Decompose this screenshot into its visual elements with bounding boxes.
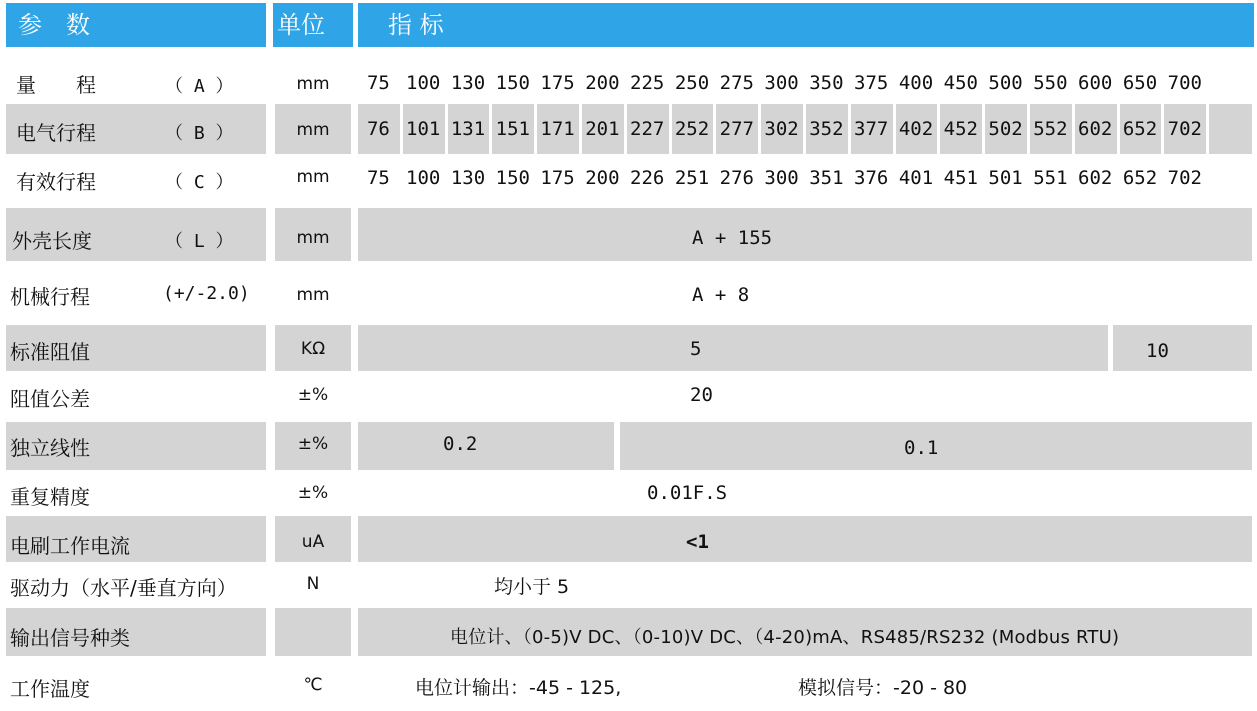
shell-unit: mm xyxy=(296,228,330,248)
lin-value1: 0.2 xyxy=(443,433,478,455)
elec-cell-bg-tail xyxy=(1209,104,1252,154)
eff-sub: （ C ） xyxy=(165,172,234,193)
brush-label: 电刷工作电流 xyxy=(10,534,130,558)
eff-value: 100 xyxy=(406,167,441,189)
eff-value: 501 xyxy=(988,167,1023,189)
elec-value: 171 xyxy=(540,118,575,140)
elec-value: 602 xyxy=(1078,118,1113,140)
range-value: 375 xyxy=(854,72,889,94)
range-value: 450 xyxy=(943,72,978,94)
elec-sub: （ B ） xyxy=(165,123,234,144)
mech-label: 机械行程 xyxy=(10,285,90,309)
elec-value: 252 xyxy=(674,118,710,140)
elec-value: 452 xyxy=(943,118,978,140)
temp-value1: 电位计输出：-45 - 125, xyxy=(415,677,622,699)
temp-unit: ℃ xyxy=(303,675,323,695)
range-value: 400 xyxy=(898,72,934,94)
range-value: 175 xyxy=(540,72,575,94)
resist-value2: 10 xyxy=(1146,340,1169,362)
band-resist-spec2 xyxy=(1113,325,1252,371)
eff-value: 652 xyxy=(1122,167,1158,189)
elec-value: 502 xyxy=(988,118,1023,140)
range-value: 650 xyxy=(1122,72,1158,94)
eff-value: 351 xyxy=(809,167,844,189)
header-unit-label: 单位 xyxy=(277,11,325,39)
force-unit: N xyxy=(306,574,320,594)
range-value: 350 xyxy=(809,72,844,94)
elec-value: 402 xyxy=(898,118,934,140)
brush-value: <1 xyxy=(686,531,709,553)
eff-value: 702 xyxy=(1167,167,1202,189)
elec-value: 76 xyxy=(366,118,390,140)
band-resist-spec1 xyxy=(358,325,1108,371)
header-param-label: 参 数 xyxy=(18,11,90,39)
shell-value: A + 155 xyxy=(692,227,773,249)
shell-sub: （ L ） xyxy=(165,231,234,252)
resist-label: 标准阻值 xyxy=(10,340,90,364)
elec-value: 201 xyxy=(585,118,620,140)
header-param xyxy=(6,3,266,47)
eff-value: 300 xyxy=(764,167,799,189)
elec-value: 131 xyxy=(450,118,486,140)
eff-value: 401 xyxy=(898,167,934,189)
eff-value: 175 xyxy=(540,167,575,189)
brush-unit: uA xyxy=(301,532,325,552)
range-value: 700 xyxy=(1167,72,1202,94)
eff-label: 有效行程 xyxy=(16,170,96,194)
band-brush-spec xyxy=(358,516,1252,562)
range-value: 250 xyxy=(674,72,710,94)
range-value: 130 xyxy=(450,72,486,94)
output-value: 电位计、（0-5)V DC、（0-10)V DC、（4-20)mA、RS485/RS232 (Modbus RTU) xyxy=(450,627,1120,648)
range-value: 100 xyxy=(406,72,441,94)
header-spec-label: 指 标 xyxy=(388,11,444,39)
output-label: 输出信号种类 xyxy=(10,626,130,650)
band-output-unit xyxy=(275,608,351,656)
eff-value: 226 xyxy=(630,167,665,189)
elec-value: 652 xyxy=(1122,118,1158,140)
lin-unit: ±% xyxy=(297,434,329,454)
eff-value: 376 xyxy=(854,167,889,189)
elec-value: 227 xyxy=(630,118,665,140)
resist-unit: KΩ xyxy=(300,339,326,359)
elec-value: 277 xyxy=(719,118,754,140)
elec-unit: mm xyxy=(296,120,330,140)
shell-label: 外壳长度 xyxy=(12,229,92,253)
elec-value: 552 xyxy=(1033,118,1068,140)
eff-value: 551 xyxy=(1033,167,1068,189)
band-shell-spec xyxy=(358,208,1252,261)
tol-value: 20 xyxy=(690,384,713,406)
range-value: 225 xyxy=(630,72,665,94)
elec-value: 302 xyxy=(764,118,799,140)
range-value: 300 xyxy=(764,72,799,94)
eff-value: 130 xyxy=(450,167,486,189)
eff-value: 251 xyxy=(674,167,710,189)
mech-sub: (+/-2.0) xyxy=(163,283,250,304)
mech-unit: mm xyxy=(296,285,330,305)
elec-label: 电气行程 xyxy=(16,121,96,145)
temp-label: 工作温度 xyxy=(10,677,90,701)
eff-value: 200 xyxy=(585,167,620,189)
range-label: 量 程 xyxy=(16,73,96,97)
repeat-value: 0.01F.S xyxy=(647,482,728,504)
repeat-label: 重复精度 xyxy=(10,485,90,509)
eff-value: 75 xyxy=(366,167,390,189)
band-lin-spec1 xyxy=(358,422,614,470)
elec-value: 377 xyxy=(854,118,889,140)
eff-unit: mm xyxy=(296,167,330,187)
range-value: 600 xyxy=(1078,72,1113,94)
elec-value: 352 xyxy=(809,118,844,140)
elec-value: 101 xyxy=(406,118,441,140)
temp-value2: 模拟信号：-20 - 80 xyxy=(798,677,968,699)
range-unit: mm xyxy=(296,74,330,94)
range-value: 200 xyxy=(585,72,620,94)
eff-value: 602 xyxy=(1078,167,1113,189)
range-sub: （ A ） xyxy=(165,76,234,97)
range-value: 500 xyxy=(988,72,1023,94)
range-value: 550 xyxy=(1033,72,1068,94)
eff-value: 150 xyxy=(495,167,530,189)
header-unit xyxy=(273,3,353,47)
range-value: 150 xyxy=(495,72,530,94)
lin-value2: 0.1 xyxy=(904,437,939,459)
mech-value: A + 8 xyxy=(692,284,750,306)
range-value: 275 xyxy=(719,72,754,94)
eff-value: 276 xyxy=(719,167,754,189)
force-label: 驱动力（水平/垂直方向） xyxy=(10,576,237,600)
elec-value: 151 xyxy=(495,118,530,140)
range-value: 75 xyxy=(366,72,390,94)
elec-value: 702 xyxy=(1167,118,1202,140)
tol-label: 阻值公差 xyxy=(10,387,90,411)
repeat-unit: ±% xyxy=(297,483,329,503)
resist-value1: 5 xyxy=(690,338,702,360)
eff-value: 451 xyxy=(943,167,978,189)
lin-label: 独立线性 xyxy=(10,436,90,460)
force-value: 均小于 5 xyxy=(494,576,570,598)
tol-unit: ±% xyxy=(297,385,329,405)
header-spec xyxy=(358,3,1254,47)
